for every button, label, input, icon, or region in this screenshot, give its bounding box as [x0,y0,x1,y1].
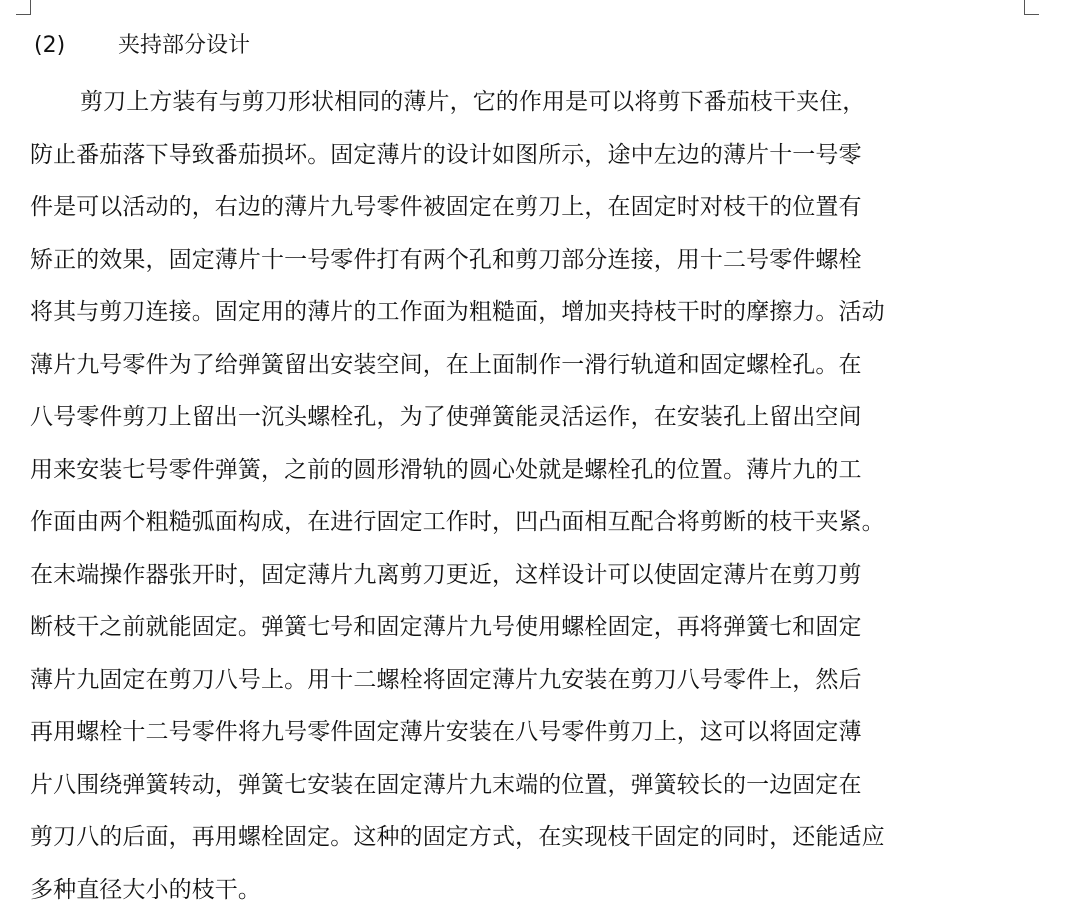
paragraph-line: 用来安装七号零件弹簧，之前的圆形滑轨的圆心处就是螺栓孔的位置。薄片九的工 [30,456,862,483]
paragraph-line: 八号零件剪刀上留出一沉头螺栓孔，为了使弹簧能灵活运作，在安装孔上留出空间 [30,404,862,430]
body-paragraph [30,82,1030,922]
section-number: (2) [34,33,66,58]
paragraph-line: 断枝干之前就能固定。弹簧七号和固定薄片九号使用螺栓固定，再将弹簧七和固定 [30,614,862,640]
page-corner-mark-left [16,0,31,15]
page-corner-mark-right [1024,0,1039,15]
paragraph-line: 再用螺栓十二号零件将九号零件固定薄片安装在八号零件剪刀上，这可以将固定薄 [30,719,862,745]
paragraph-line: 剪刀八的后面，再用螺栓固定。这种的固定方式，在实现枝干固定的同时，还能适应 [30,824,885,850]
paragraph-line: 防止番茄落下导致番茄损坏。固定薄片的设计如图所示，途中左边的薄片十一号零 [30,141,862,168]
paragraph-line: 作面由两个粗糙弧面构成，在进行固定工作时，凹凸面相互配合将剪断的枝干夹紧。 [30,509,885,535]
paragraph-line: 多种直径大小的枝干。 [30,876,261,903]
paragraph-line: 薄片九固定在剪刀八号上。用十二螺栓将固定薄片九安装在剪刀八号零件上，然后 [30,666,862,693]
paragraph-line: 矫正的效果，固定薄片十一号零件打有两个孔和剪刀部分连接，用十二号零件螺栓 [30,246,862,273]
section-title: 夹持部分设计 [118,33,251,58]
paragraph-line: 剪刀上方装有与剪刀形状相同的薄片，它的作用是可以将剪下番茄枝干夹住， [80,89,866,115]
section-heading [34,28,250,64]
paragraph-line: 在末端操作器张开时，固定薄片九离剪刀更近，这样设计可以使固定薄片在剪刀剪 [30,561,862,588]
paragraph-line: 片八围绕弹簧转动，弹簧七安装在固定薄片九末端的位置，弹簧较长的一边固定在 [30,771,862,798]
paragraph-line: 薄片九号零件为了给弹簧留出安装空间，在上面制作一滑行轨道和固定螺栓孔。在 [30,351,862,378]
paragraph-line: 将其与剪刀连接。固定用的薄片的工作面为粗糙面，增加夹持枝干时的摩擦力。活动 [30,299,885,325]
paragraph-line: 件是可以活动的，右边的薄片九号零件被固定在剪刀上，在固定时对枝干的位置有 [30,194,862,220]
